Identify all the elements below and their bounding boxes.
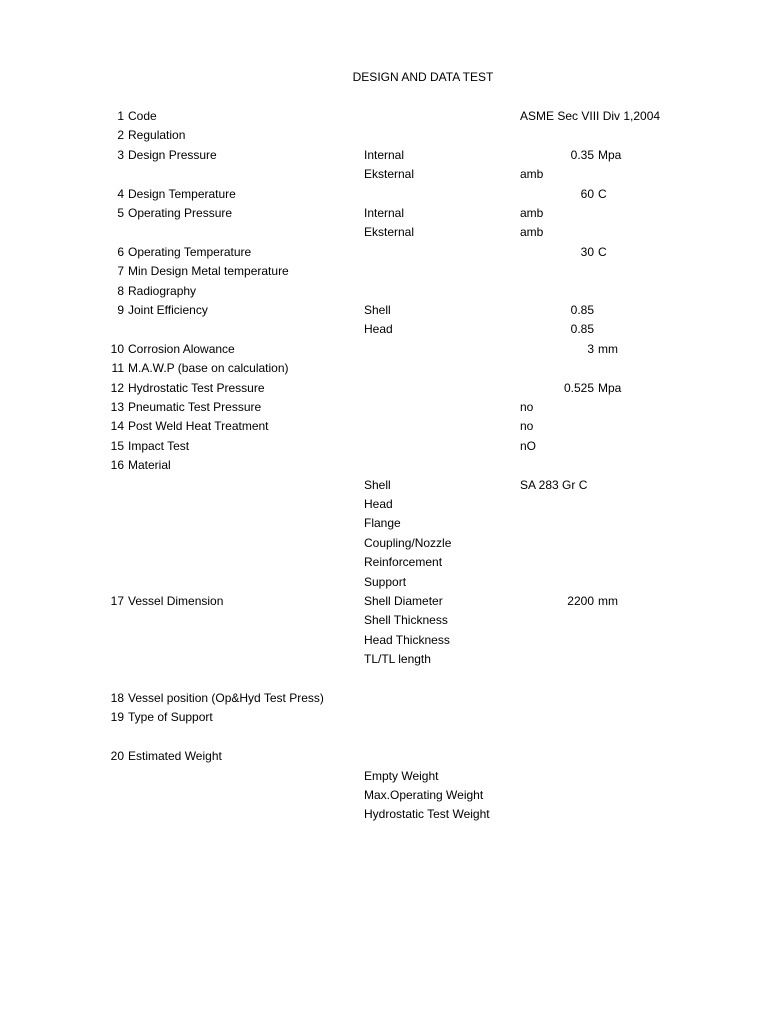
row-unit: C: [598, 186, 607, 201]
row-sublabel: Shell: [364, 477, 391, 492]
row-number: 16: [110, 458, 124, 473]
row-number: 17: [110, 594, 124, 608]
row-label: Hydrostatic Test Pressure: [128, 380, 265, 395]
table-row: [0, 243, 768, 262]
row-sublabel: Internal: [364, 147, 405, 162]
table-row: [0, 107, 768, 126]
row-label: Regulation: [128, 128, 186, 143]
row-numeric-value: 0.525: [563, 380, 594, 395]
row-label: Pneumatic Test Pressure: [128, 400, 262, 414]
row-number: 3: [117, 147, 124, 162]
row-label: Corrosion Alowance: [128, 341, 235, 356]
row-numeric-value: 60: [580, 186, 594, 201]
row-label: Min Design Metal temperature: [128, 264, 289, 279]
row-unit: Mpa: [598, 380, 622, 395]
row-number: 19: [110, 710, 124, 725]
table-row: [0, 165, 768, 184]
table-row: [0, 592, 768, 611]
table-row: [0, 631, 768, 650]
row-value: amb: [520, 206, 544, 220]
table-row: [0, 708, 768, 727]
table-row: [0, 728, 768, 747]
row-unit: Mpa: [598, 147, 622, 162]
row-value: no: [520, 419, 534, 434]
table-row: [0, 553, 768, 572]
row-numeric-value: 2200: [567, 594, 594, 608]
row-sublabel: Support: [364, 574, 407, 589]
table-row: [0, 534, 768, 553]
row-label: Impact Test: [128, 438, 190, 453]
table-row: [0, 204, 768, 223]
row-sublabel: Shell: [364, 303, 391, 317]
table-row: [0, 456, 768, 475]
row-value: amb: [520, 167, 544, 182]
table-row: [0, 514, 768, 533]
row-number: 14: [110, 419, 124, 434]
row-sublabel: Reinforcement: [364, 555, 443, 570]
table-row: [0, 379, 768, 398]
row-number: 6: [117, 244, 124, 259]
table-row: [0, 262, 768, 281]
row-label: Vessel position (Op&Hyd Test Press): [128, 691, 324, 705]
table-row: [0, 437, 768, 456]
row-sublabel: Head Thickness: [364, 632, 450, 647]
row-unit: mm: [598, 594, 618, 608]
row-number: 20: [110, 749, 124, 764]
row-value: ASME Sec VIII Div 1,2004: [520, 109, 661, 123]
table-row: [0, 359, 768, 378]
row-label: Operating Temperature: [128, 244, 252, 259]
row-sublabel: Flange: [364, 516, 401, 531]
row-label: Vessel Dimension: [128, 594, 224, 608]
row-value: SA 283 Gr C: [520, 477, 588, 492]
row-sublabel: Hydrostatic Test Weight: [364, 807, 490, 822]
table-row: [0, 282, 768, 301]
row-number: 12: [110, 380, 124, 395]
table-row: [0, 670, 768, 689]
table-row: [0, 126, 768, 145]
row-unit: mm: [598, 341, 618, 356]
row-number: 10: [110, 341, 124, 356]
table-row: [0, 185, 768, 204]
table-row: [0, 146, 768, 165]
row-number: 15: [110, 438, 124, 453]
row-sublabel: Head: [364, 497, 393, 511]
row-numeric-value: 30: [580, 244, 594, 259]
row-label: Design Temperature: [128, 186, 236, 201]
table-row: [0, 301, 768, 320]
row-numeric-value: 0.85: [570, 322, 594, 337]
row-label: M.A.W.P (base on calculation): [128, 361, 289, 376]
row-number: 7: [117, 264, 124, 279]
table-row: [0, 747, 768, 766]
row-number: 13: [110, 400, 124, 414]
row-numeric-value: 3: [587, 341, 594, 356]
row-number: 8: [117, 283, 124, 298]
row-numeric-value: 0.35: [570, 147, 594, 162]
row-sublabel: Max.Operating Weight: [364, 788, 484, 802]
table-row: [0, 573, 768, 592]
row-sublabel: Head: [364, 322, 393, 337]
row-sublabel: Eksternal: [364, 225, 415, 240]
row-sublabel: Coupling/Nozzle: [364, 535, 452, 550]
row-number: 1: [117, 109, 124, 123]
row-number: 5: [117, 206, 124, 220]
table-row: [0, 611, 768, 630]
table-row: [0, 495, 768, 514]
table-row: [0, 398, 768, 417]
row-value: nO: [520, 438, 537, 453]
row-sublabel: Internal: [364, 206, 405, 220]
row-label: Joint Efficiency: [128, 303, 208, 317]
row-unit: C: [598, 244, 607, 259]
row-label: Code: [128, 109, 157, 123]
row-sublabel: Shell Diameter: [364, 594, 443, 608]
row-number: 2: [117, 128, 124, 143]
row-sublabel: TL/TL length: [364, 652, 431, 667]
row-label: Estimated Weight: [128, 749, 222, 764]
row-number: 4: [117, 186, 124, 201]
table-row: [0, 223, 768, 242]
table-row: [0, 320, 768, 339]
row-number: 9: [117, 303, 124, 317]
row-sublabel: Shell Thickness: [364, 613, 448, 628]
row-number: 18: [110, 691, 124, 705]
row-value: amb: [520, 225, 544, 240]
table-row: [0, 476, 768, 495]
row-label: Radiography: [128, 283, 197, 298]
row-label: Type of Support: [128, 710, 213, 725]
table-row: [0, 650, 768, 669]
row-label: Operating Pressure: [128, 206, 233, 220]
table-row: [0, 786, 768, 805]
row-sublabel: Eksternal: [364, 167, 415, 182]
row-label: Design Pressure: [128, 147, 217, 162]
row-label: Post Weld Heat Treatment: [128, 419, 269, 434]
row-sublabel: Empty Weight: [364, 768, 439, 783]
table-row: [0, 805, 768, 824]
row-numeric-value: 0.85: [570, 303, 594, 317]
table-row: [0, 689, 768, 708]
page-title: DESIGN AND DATA TEST: [352, 70, 494, 84]
row-value: no: [520, 400, 534, 414]
row-number: 11: [111, 361, 124, 376]
table-row: [0, 417, 768, 436]
table-row: [0, 767, 768, 786]
row-label: Material: [128, 458, 171, 473]
table-row: [0, 340, 768, 359]
